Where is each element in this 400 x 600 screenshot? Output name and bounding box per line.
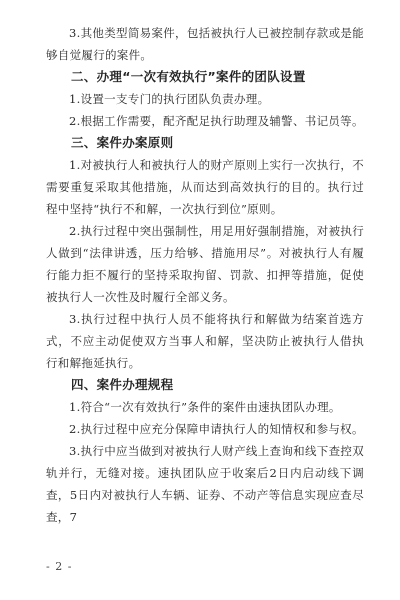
heading-team-setup: 二、办理“一次有效执行”案件的团队设置 bbox=[71, 69, 306, 84]
paragraph-procedure-1: 1.符合“一次有效执行”条件的案件由速执团队办理。 bbox=[69, 400, 341, 414]
paragraph-team-1: 1.设置一支专门的执行团队负责办理。 bbox=[69, 92, 270, 106]
paragraph-principle-1: 1.对被执行人和被执行人的财产原则上实行一次执行，不需要重复采取其他措施，从而达到高效执行的目的。执行过程中坚持“执行不和解，一次执行到位”原则。 bbox=[46, 158, 364, 216]
page-number: - 2 - bbox=[46, 560, 73, 573]
paragraph-principle-2: 2.执行过程中突出强制性，用足用好强制措施，对被执行人做到“法律讲透，压力给够、措施用尽”。对被执行人有履行能力拒不履行的坚持采取拘留、罚款、扣押等措施，促使被执行人一次性及时履行全部义务。 bbox=[46, 224, 364, 304]
paragraph-case-type-3: 3.其他类型简易案件，包括被执行人已被控制存款或是能够自觉履行的案件。 bbox=[46, 26, 364, 62]
paragraph-principle-3: 3.执行过程中执行人员不能将执行和解做为结案首选方式，不应主动促使双方当事人和解，坚决防止被执行人借执行和解拖延执行。 bbox=[46, 312, 364, 370]
heading-procedures: 四、案件办理规程 bbox=[71, 377, 174, 392]
document-body bbox=[46, 22, 364, 528]
heading-principles: 三、案件办案原则 bbox=[71, 135, 174, 150]
paragraph-procedure-3: 3.执行中应当做到对被执行人财产线上查询和线下查控双轨并行，无缝对接。速执团队应于收案后2日内启动线下调查，5日内对被执行人车辆、证券、不动产等信息实现应查尽查，7 bbox=[46, 444, 364, 524]
paragraph-procedure-2: 2.执行过程中应充分保障申请执行人的知情权和参与权。 bbox=[69, 422, 364, 436]
paragraph-team-2: 2.根据工作需要，配齐配足执行助理及辅警、书记员等。 bbox=[69, 114, 364, 128]
